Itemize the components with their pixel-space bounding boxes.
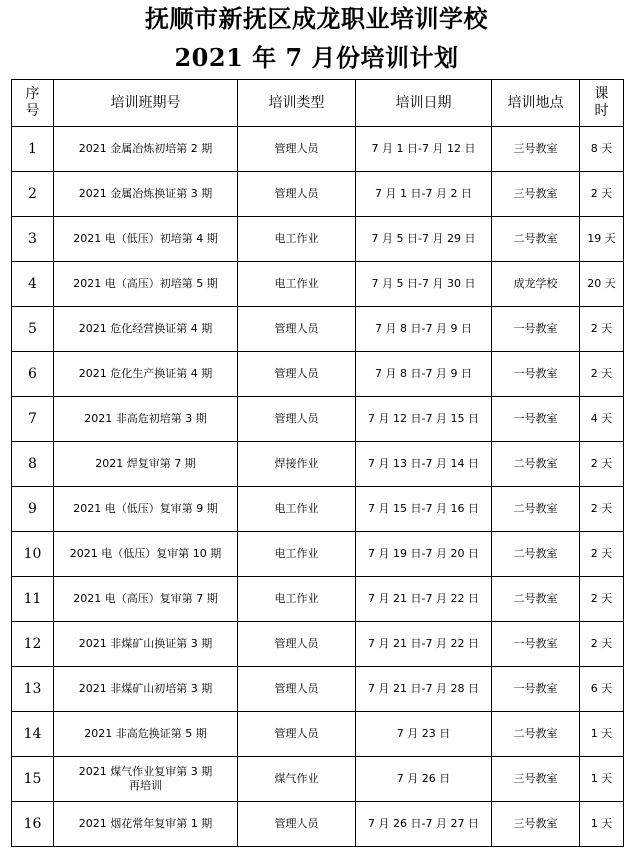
cell-hours: 2 天 xyxy=(580,352,624,397)
table-body xyxy=(12,127,624,847)
cell-class-line1: 2021 电（低压）初培第 4 期 xyxy=(73,232,218,245)
cell-location: 一号教室 xyxy=(492,667,580,712)
header-hours xyxy=(580,80,624,127)
cell-class xyxy=(54,487,238,532)
table-row xyxy=(12,712,624,757)
table-row xyxy=(12,442,624,487)
cell-seq: 14 xyxy=(12,712,54,757)
cell-location: 成龙学校 xyxy=(492,262,580,307)
cell-location: 二号教室 xyxy=(492,532,580,577)
cell-type: 管理人员 xyxy=(238,127,356,172)
cell-class xyxy=(54,622,238,667)
table-row xyxy=(12,262,624,307)
cell-date: 7 月 8 日-7 月 9 日 xyxy=(356,352,492,397)
cell-location: 三号教室 xyxy=(492,757,580,802)
cell-class xyxy=(54,532,238,577)
cell-date: 7 月 21 日-7 月 22 日 xyxy=(356,577,492,622)
cell-date: 7 月 13 日-7 月 14 日 xyxy=(356,442,492,487)
cell-type: 管理人员 xyxy=(238,802,356,847)
cell-class-line1: 2021 金属冶炼初培第 2 期 xyxy=(78,142,213,155)
cell-type: 煤气作业 xyxy=(238,757,356,802)
header-seq xyxy=(12,80,54,127)
cell-class-line1: 2021 电（低压）复审第 9 期 xyxy=(73,502,218,515)
cell-type: 管理人员 xyxy=(238,667,356,712)
cell-hours: 1 天 xyxy=(580,757,624,802)
cell-seq: 4 xyxy=(12,262,54,307)
cell-location: 一号教室 xyxy=(492,622,580,667)
cell-type: 管理人员 xyxy=(238,172,356,217)
cell-seq: 13 xyxy=(12,667,54,712)
cell-class-line1: 2021 金属冶炼换证第 3 期 xyxy=(78,187,213,200)
cell-date: 7 月 1 日-7 月 12 日 xyxy=(356,127,492,172)
cell-seq: 5 xyxy=(12,307,54,352)
cell-class xyxy=(54,307,238,352)
cell-date: 7 月 21 日-7 月 22 日 xyxy=(356,622,492,667)
cell-hours: 6 天 xyxy=(580,667,624,712)
cell-date: 7 月 1 日-7 月 2 日 xyxy=(356,172,492,217)
cell-date: 7 月 19 日-7 月 20 日 xyxy=(356,532,492,577)
cell-class-line2: 再培训 xyxy=(129,779,162,792)
cell-seq: 7 xyxy=(12,397,54,442)
cell-date: 7 月 5 日-7 月 30 日 xyxy=(356,262,492,307)
cell-hours: 2 天 xyxy=(580,577,624,622)
cell-seq: 12 xyxy=(12,622,54,667)
header-date: 培训日期 xyxy=(356,80,492,127)
table-row xyxy=(12,487,624,532)
cell-type: 管理人员 xyxy=(238,712,356,757)
cell-type: 电工作业 xyxy=(238,262,356,307)
header-hours-line2: 时 xyxy=(594,103,609,119)
cell-class xyxy=(54,802,238,847)
cell-seq: 8 xyxy=(12,442,54,487)
cell-class xyxy=(54,127,238,172)
cell-class-line1: 2021 电（高压）初培第 5 期 xyxy=(73,277,218,290)
table-row xyxy=(12,532,624,577)
cell-hours: 4 天 xyxy=(580,397,624,442)
cell-hours: 20 天 xyxy=(580,262,624,307)
cell-class xyxy=(54,712,238,757)
header-row xyxy=(12,80,624,127)
cell-hours: 19 天 xyxy=(580,217,624,262)
cell-type: 电工作业 xyxy=(238,487,356,532)
cell-type: 电工作业 xyxy=(238,577,356,622)
cell-class-line1: 2021 烟花常年复审第 1 期 xyxy=(78,817,213,830)
table-row xyxy=(12,352,624,397)
cell-class xyxy=(54,397,238,442)
cell-class-line1: 2021 非煤矿山初培第 3 期 xyxy=(78,682,213,695)
cell-seq: 9 xyxy=(12,487,54,532)
cell-location: 一号教室 xyxy=(492,397,580,442)
table-row xyxy=(12,802,624,847)
table-row xyxy=(12,577,624,622)
cell-class-line1: 2021 非高危初培第 3 期 xyxy=(84,412,207,425)
cell-type: 焊接作业 xyxy=(238,442,356,487)
cell-hours: 2 天 xyxy=(580,532,624,577)
cell-class-line1: 2021 电（高压）复审第 7 期 xyxy=(73,592,218,605)
cell-class-line1: 2021 煤气作业复审第 3 期 xyxy=(78,765,213,778)
cell-date: 7 月 21 日-7 月 28 日 xyxy=(356,667,492,712)
header-seq-line2: 号 xyxy=(25,103,40,119)
table-row xyxy=(12,757,624,802)
cell-date: 7 月 8 日-7 月 9 日 xyxy=(356,307,492,352)
cell-class-line1: 2021 危化经营换证第 4 期 xyxy=(78,322,213,335)
cell-location: 三号教室 xyxy=(492,172,580,217)
cell-type: 管理人员 xyxy=(238,622,356,667)
table-row xyxy=(12,397,624,442)
training-plan-table xyxy=(11,79,624,847)
cell-date: 7 月 26 日 xyxy=(356,757,492,802)
cell-class xyxy=(54,667,238,712)
cell-location: 二号教室 xyxy=(492,712,580,757)
table-row xyxy=(12,667,624,712)
cell-type: 管理人员 xyxy=(238,352,356,397)
cell-date: 7 月 26 日-7 月 27 日 xyxy=(356,802,492,847)
cell-type: 电工作业 xyxy=(238,217,356,262)
cell-seq: 15 xyxy=(12,757,54,802)
cell-hours: 2 天 xyxy=(580,172,624,217)
cell-seq: 2 xyxy=(12,172,54,217)
cell-class xyxy=(54,577,238,622)
cell-class xyxy=(54,442,238,487)
cell-location: 二号教室 xyxy=(492,442,580,487)
cell-location: 一号教室 xyxy=(492,307,580,352)
cell-type: 管理人员 xyxy=(238,397,356,442)
cell-seq: 10 xyxy=(12,532,54,577)
table-row xyxy=(12,217,624,262)
cell-location: 二号教室 xyxy=(492,577,580,622)
cell-hours: 8 天 xyxy=(580,127,624,172)
cell-hours: 2 天 xyxy=(580,487,624,532)
cell-class xyxy=(54,757,238,802)
cell-hours: 1 天 xyxy=(580,802,624,847)
cell-class xyxy=(54,262,238,307)
cell-type: 电工作业 xyxy=(238,532,356,577)
cell-date: 7 月 12 日-7 月 15 日 xyxy=(356,397,492,442)
cell-location: 二号教室 xyxy=(492,217,580,262)
table-row xyxy=(12,622,624,667)
cell-date: 7 月 15 日-7 月 16 日 xyxy=(356,487,492,532)
document-title: 抚顺市新抚区成龙职业培训学校 xyxy=(145,4,488,33)
header-class: 培训班期号 xyxy=(54,80,238,127)
cell-class xyxy=(54,172,238,217)
cell-hours: 1 天 xyxy=(580,712,624,757)
table-row xyxy=(12,127,624,172)
cell-location: 三号教室 xyxy=(492,802,580,847)
cell-location: 一号教室 xyxy=(492,352,580,397)
cell-seq: 6 xyxy=(12,352,54,397)
cell-class-line1: 2021 电（低压）复审第 10 期 xyxy=(69,547,222,560)
header-seq-line1: 序 xyxy=(25,86,40,102)
cell-class xyxy=(54,352,238,397)
cell-class-line1: 2021 非高危换证第 5 期 xyxy=(84,727,207,740)
cell-class-line1: 2021 焊复审第 7 期 xyxy=(95,457,196,470)
cell-location: 三号教室 xyxy=(492,127,580,172)
cell-location: 二号教室 xyxy=(492,487,580,532)
cell-hours: 2 天 xyxy=(580,307,624,352)
header-type: 培训类型 xyxy=(238,80,356,127)
header-hours-line1: 课 xyxy=(594,86,609,102)
cell-class-line1: 2021 危化生产换证第 4 期 xyxy=(78,367,213,380)
table-row xyxy=(12,307,624,352)
cell-seq: 11 xyxy=(12,577,54,622)
cell-hours: 2 天 xyxy=(580,622,624,667)
table-row xyxy=(12,172,624,217)
cell-class-line1: 2021 非煤矿山换证第 3 期 xyxy=(78,637,213,650)
cell-type: 管理人员 xyxy=(238,307,356,352)
cell-date: 7 月 23 日 xyxy=(356,712,492,757)
document-subtitle: 2021 年 7 月份培训计划 xyxy=(174,43,459,72)
cell-hours: 2 天 xyxy=(580,442,624,487)
cell-seq: 16 xyxy=(12,802,54,847)
cell-class xyxy=(54,217,238,262)
cell-seq: 3 xyxy=(12,217,54,262)
header-location: 培训地点 xyxy=(492,80,580,127)
cell-seq: 1 xyxy=(12,127,54,172)
cell-date: 7 月 5 日-7 月 29 日 xyxy=(356,217,492,262)
